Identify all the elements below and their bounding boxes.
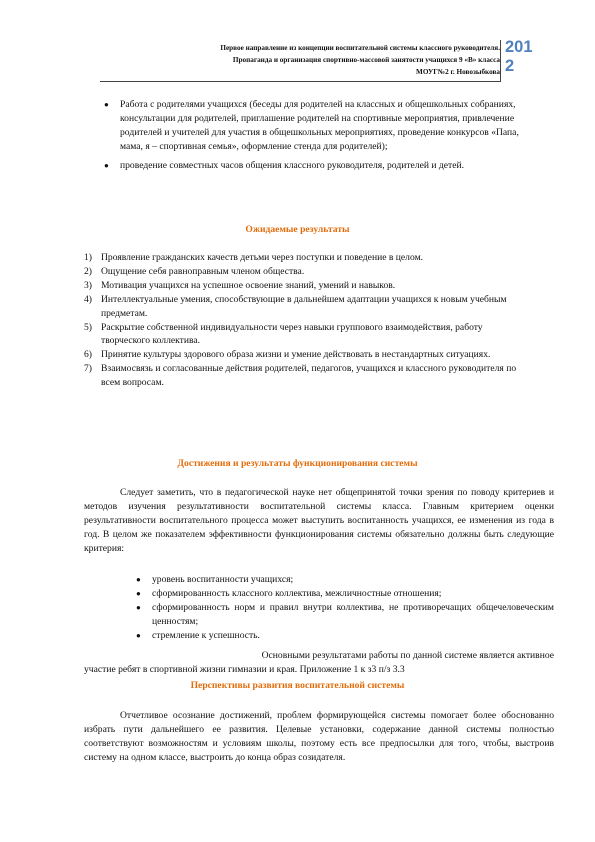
item-text: Взаимосвязь и согласованные действия родителей, педагогов, учащихся и классного руководителя по всем вопросам. bbox=[101, 363, 517, 389]
perspectives-heading: Перспективы развития воспитательной системы bbox=[190, 680, 405, 691]
bullet-text: стремление к успешность. bbox=[152, 629, 260, 641]
results-line-2: участие ребят в спортивной жизни гимназии и края. Приложение 1 к з3 п/з 3.3 bbox=[84, 664, 405, 675]
item-text: Проявление гражданских качеств детьми через поступки и поведение в целом. bbox=[101, 252, 424, 263]
list-item bbox=[84, 321, 534, 349]
bullet-icon: ● bbox=[136, 588, 141, 598]
list-item bbox=[136, 629, 554, 643]
header-text bbox=[100, 42, 500, 78]
item-text: Раскрытие собственной индивидуальности через навыки группового взаимодействия, работу творческого коллектива. bbox=[101, 321, 483, 347]
header-divider-horizontal bbox=[100, 81, 500, 82]
intro-bullet-list bbox=[104, 98, 534, 173]
item-text: Интеллектуальные умения, способствующие в дальнейшем адаптации учащихся к новым учебным предметам. bbox=[101, 293, 507, 319]
bullet-icon: ● bbox=[104, 160, 109, 170]
list-item bbox=[84, 279, 534, 293]
expected-results-heading: Ожидаемые результаты bbox=[245, 224, 350, 235]
results-line-1: Основными результатами работы по данной системе является активное bbox=[261, 650, 554, 661]
page-header bbox=[100, 40, 500, 82]
list-item bbox=[84, 362, 534, 390]
list-item bbox=[84, 265, 534, 279]
item-number: 2) bbox=[84, 265, 92, 277]
bullet-text: проведение совместных часов общения классного руководителя, родителей и детей. bbox=[120, 159, 465, 171]
achievements-paragraph: Следует заметить, что в педагогической науке нет общепринятой точки зрения по поводу критериев и методов изучения результативности воспитательной системы класса. Главным критерием оценки результативности воспитательного процесса может выступить воспитанность учащихся, ее изменения из года в год. В целом же показателем эффективности функционирования системы обязательно должны быть следующие критерия: bbox=[84, 487, 554, 554]
item-number: 1) bbox=[84, 252, 92, 263]
list-item bbox=[84, 348, 534, 362]
list-item bbox=[84, 293, 534, 321]
header-line-3: МОУГ№2 г. Новозыбкова bbox=[416, 68, 500, 76]
item-number: 6) bbox=[84, 349, 92, 361]
expected-results-list bbox=[84, 251, 534, 390]
bullet-text: Работа с родителями учащихся (беседы для родителей на классных и общешкольных собраниях, консультации для родителей, приглашение родителей на спортивные мероприятия, привлечение родителей и учителей для участия в общешкольных мероприятиях, проведение конкурсов «Папа, мама, я – спортивная семья», оформление стенда для родителей); bbox=[120, 99, 519, 152]
header-year bbox=[505, 38, 545, 76]
item-number: 7) bbox=[84, 363, 92, 375]
item-number: 4) bbox=[84, 293, 92, 305]
item-number: 5) bbox=[84, 321, 92, 333]
year-line-2: 2 bbox=[505, 57, 515, 75]
header-divider-vertical bbox=[500, 40, 501, 82]
item-text: Ощущение себя равноправным членом общества. bbox=[101, 265, 305, 277]
header-line-1: Первое направление из концепции воспитательной системы классного руководителя. bbox=[220, 44, 500, 52]
achievements-heading: Достижения и результаты функционирования системы bbox=[177, 458, 418, 469]
bullet-icon: ● bbox=[136, 602, 141, 612]
bullet-icon: ● bbox=[136, 575, 141, 584]
list-item bbox=[104, 159, 534, 173]
bullet-text: сформированность классного коллектива, межличностные отношения; bbox=[152, 587, 442, 599]
bullet-text: сформированность норм и правил внутри коллектива, не противоречащих общечеловеческим ценностям; bbox=[152, 601, 554, 627]
bullet-text: уровень воспитанности учащихся; bbox=[152, 574, 294, 585]
year-line-1: 201 bbox=[505, 38, 533, 56]
item-number: 3) bbox=[84, 279, 92, 291]
list-item bbox=[136, 573, 554, 587]
list-item bbox=[84, 251, 534, 265]
list-item bbox=[136, 601, 554, 629]
perspectives-paragraph: Отчетливое осознание достижений, проблем формирующейся системы помогает более обоснованно избрать пути дальнейшего ее развития. Целевые установки, содержание данной системы полностью соответствуют возможностям и условиям школы, поэтому есть все предпосылки для того, чтобы, выстроив систему на одном классе, выстроить до конца образ созидателя. bbox=[84, 710, 554, 763]
bullet-icon: ● bbox=[136, 630, 141, 640]
header-line-2: Пропаганда и организация спортивно-массовой занятости учащихся 9 «В» класса bbox=[232, 56, 500, 64]
item-text: Мотивация учащихся на успешное освоение знаний, умений и навыков. bbox=[101, 279, 396, 291]
bullet-icon: ● bbox=[104, 100, 109, 109]
list-item bbox=[104, 98, 534, 154]
criteria-bullet-list bbox=[136, 573, 554, 643]
list-item bbox=[136, 587, 554, 601]
item-text: Принятие культуры здорового образа жизни и умение действовать в нестандартных ситуациях. bbox=[101, 349, 491, 361]
